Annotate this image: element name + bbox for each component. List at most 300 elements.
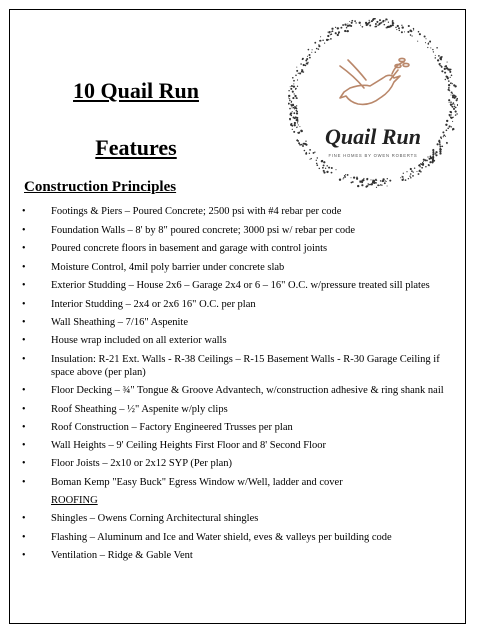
ring-dot [351, 177, 352, 178]
ring-dot [444, 68, 446, 70]
ring-dot [454, 106, 455, 107]
ring-dot [449, 102, 450, 103]
ring-dot [294, 93, 295, 94]
ring-dot [420, 171, 422, 173]
ring-dot [291, 101, 292, 102]
ring-dot [413, 28, 414, 29]
ring-dot [443, 134, 445, 136]
ring-dot [309, 149, 311, 151]
ring-dot [296, 112, 298, 114]
ring-dot [297, 122, 298, 123]
bullet-marker: • [22, 225, 26, 236]
ring-dot [323, 170, 325, 172]
ring-dot [457, 104, 458, 106]
ring-dot [445, 124, 447, 126]
bullet-marker: • [22, 317, 26, 328]
ring-dot [351, 22, 353, 24]
ring-dot [294, 122, 296, 124]
ring-dot [407, 31, 409, 33]
ring-dot [388, 22, 389, 23]
ring-dot [451, 126, 452, 127]
bullet-marker: • [22, 243, 26, 254]
ring-dot [434, 153, 436, 155]
ring-dot [297, 86, 298, 87]
ring-dot [376, 21, 378, 23]
ring-dot [316, 160, 317, 161]
ring-dot [354, 20, 356, 22]
ring-dot [295, 116, 297, 118]
ring-dot [451, 83, 452, 84]
ring-dot [365, 186, 367, 188]
ring-dot [323, 161, 325, 163]
ring-dot [425, 42, 426, 43]
ring-dot [409, 175, 410, 176]
ring-dot [337, 27, 339, 29]
ring-dot [369, 21, 371, 23]
ring-dot [362, 26, 364, 28]
ring-dot [353, 176, 355, 178]
feature-item: Poured concrete floors in basement and garage with control joints [51, 243, 328, 254]
ring-dot [450, 101, 452, 103]
ring-dot [288, 103, 290, 105]
ring-dot [449, 125, 451, 127]
ring-dot [326, 165, 327, 166]
ring-dot [392, 20, 393, 21]
ring-dot [452, 106, 454, 108]
ring-dot [292, 77, 294, 79]
ring-dot [432, 153, 434, 155]
ring-dot [400, 177, 401, 178]
ring-dot [385, 180, 386, 181]
ring-dot [344, 30, 346, 32]
ring-dot [452, 94, 454, 96]
ring-dot [414, 167, 415, 168]
ring-dot [442, 131, 444, 133]
ring-dot [402, 26, 404, 28]
ring-dot [360, 25, 361, 26]
ring-dot [335, 27, 336, 28]
feature-item: Floor Decking – ¾" Tongue & Groove Advantech, w/construction adhesive & ring shank nail [51, 385, 444, 396]
ring-dot [357, 185, 359, 187]
ring-dot [403, 178, 404, 179]
ring-dot [290, 123, 292, 125]
ring-dot [296, 70, 298, 72]
ring-dot [369, 25, 371, 27]
ring-dot [456, 113, 457, 114]
ring-dot [352, 181, 354, 183]
feature-item: Boman Kemp "Easy Buck" Egress Window w/Well, ladder and cover [51, 477, 343, 488]
ring-dot [441, 66, 443, 68]
ring-dot [446, 129, 448, 131]
ring-dot [292, 111, 293, 112]
ring-dot [314, 42, 316, 44]
ring-dot [441, 70, 443, 72]
ring-dot [435, 57, 437, 59]
ring-dot [349, 21, 350, 22]
ring-dot [331, 167, 333, 169]
ring-dot [432, 162, 434, 164]
ring-dot [311, 158, 312, 159]
ring-dot [296, 98, 297, 99]
ring-dot [405, 179, 407, 181]
ring-dot [382, 178, 384, 180]
ring-dot [312, 49, 313, 50]
ring-dot [326, 39, 328, 41]
ring-dot [421, 167, 423, 169]
ring-dot [381, 184, 382, 185]
ring-dot [382, 21, 383, 22]
feature-item: Insulation: R-21 Ext. Walls - R-38 Ceilings – R-15 Basement Walls - R-30 Garage Ceiling if space above (per plan) [51, 354, 440, 378]
ring-dot [320, 36, 321, 37]
document-title: 10 Quail Run [73, 78, 199, 103]
ring-dot [319, 168, 321, 170]
ring-dot [385, 20, 386, 21]
bullet-marker: • [22, 299, 26, 310]
ring-dot [412, 175, 414, 177]
ring-dot [363, 178, 364, 179]
ring-dot [379, 24, 380, 25]
ring-dot [289, 108, 291, 110]
ring-dot [303, 71, 305, 73]
ring-dot [423, 161, 424, 162]
ring-dot [425, 38, 426, 39]
ring-dot [331, 31, 332, 32]
ring-dot [454, 104, 455, 105]
logo-tagline: FINE HOMES BY OWEN ROBERTS [328, 153, 418, 158]
ring-dot [288, 97, 289, 98]
ring-dot [376, 187, 377, 188]
ring-dot [318, 48, 320, 50]
ring-dot [392, 22, 394, 24]
ring-dot [342, 24, 344, 26]
ring-dot [401, 176, 402, 177]
ring-dot [427, 47, 428, 48]
ring-dot [355, 22, 356, 23]
ring-dot [419, 33, 421, 35]
ring-dot [321, 160, 323, 162]
ring-dot [432, 151, 434, 153]
ring-dot [448, 87, 450, 89]
ring-dot [295, 75, 297, 77]
feature-item: Footings & Piers – Poured Concrete; 2500 psi with #4 rebar per code [51, 206, 342, 217]
ring-dot [306, 58, 308, 60]
ring-dot [318, 45, 320, 47]
ring-dot [410, 34, 411, 35]
ring-dot [304, 150, 306, 152]
bullet-marker: • [22, 206, 26, 217]
ring-dot [328, 167, 330, 169]
ring-dot [292, 91, 293, 92]
ring-dot [439, 152, 441, 154]
ring-dot [293, 83, 294, 84]
ring-dot [347, 23, 348, 24]
ring-dot [301, 69, 302, 70]
ring-dot [452, 121, 453, 122]
ring-dot [307, 56, 308, 57]
ring-dot [396, 29, 397, 30]
ring-dot [438, 140, 440, 142]
ring-dot [445, 136, 446, 137]
ring-dot [375, 23, 377, 25]
ring-dot [456, 99, 458, 101]
bullet-marker: • [22, 550, 26, 561]
ring-dot [409, 29, 411, 31]
ring-dot [289, 119, 290, 120]
ring-dot [295, 107, 297, 109]
ring-dot [294, 95, 296, 97]
ring-dot [453, 117, 454, 118]
ring-dot [379, 185, 380, 186]
ring-dot [449, 71, 451, 73]
feature-item: Floor Joists – 2x10 or 2x12 SYP (Per plan) [51, 458, 233, 469]
ring-dot [380, 22, 382, 24]
ring-dot [453, 108, 455, 110]
ring-dot [300, 63, 302, 65]
ring-dot [338, 31, 340, 33]
ring-dot [424, 35, 426, 37]
ring-dot [425, 166, 426, 167]
bullet-marker: • [22, 513, 26, 524]
ring-dot [427, 156, 428, 157]
feature-item: Roof Construction – Factory Engineered Trusses per plan [51, 422, 293, 433]
ring-dot [448, 80, 450, 82]
ring-dot [450, 94, 451, 95]
ring-dot [386, 181, 387, 182]
ring-dot [322, 167, 324, 169]
ring-dot [304, 143, 306, 145]
ring-dot [328, 31, 329, 32]
ring-dot [322, 39, 324, 41]
ring-dot [452, 129, 453, 130]
ring-dot [387, 26, 389, 28]
ring-dot [298, 73, 299, 74]
ring-dot [439, 145, 440, 146]
ring-dot [290, 113, 291, 114]
ring-dot [361, 181, 363, 183]
ring-dot [302, 145, 304, 147]
ring-dot [446, 120, 448, 122]
ring-dot [428, 165, 429, 166]
ring-dot [316, 163, 318, 165]
ring-dot [445, 65, 447, 67]
ring-dot [442, 146, 443, 147]
ring-dot [335, 169, 336, 170]
ring-dot [446, 143, 447, 144]
ring-dot [299, 72, 301, 74]
feature-item: Moisture Control, 4mil poly barrier under concrete slab [51, 262, 285, 273]
bullet-marker: • [22, 385, 26, 396]
feature-item: Wall Heights – 9' Ceiling Heights First Floor and 8' Second Floor [51, 440, 327, 451]
ring-dot [323, 164, 325, 166]
ring-dot [411, 170, 413, 172]
logo-brand-name: Quail Run [325, 124, 421, 149]
ring-dot [448, 114, 450, 116]
ring-dot [294, 124, 296, 126]
subsection-heading: ROOFING [51, 495, 98, 506]
ring-dot [298, 124, 299, 125]
ring-dot [435, 151, 437, 153]
dove-with-olive-branch-icon [340, 58, 409, 104]
feature-item: Shingles – Owens Corning Architectural shingles [51, 513, 259, 524]
ring-dot [307, 63, 309, 65]
ring-dot [365, 22, 367, 24]
feature-item: Wall Sheathing – 7/16" Aspenite [51, 317, 189, 328]
ring-dot [387, 178, 388, 179]
ring-dot [290, 104, 291, 105]
ring-dot [292, 129, 293, 130]
ring-dot [309, 153, 310, 154]
ring-dot [343, 178, 344, 179]
ring-dot [332, 30, 334, 32]
ring-dot [289, 98, 290, 99]
ring-dot [440, 147, 441, 148]
ring-dot [455, 111, 457, 113]
ring-dot [448, 84, 450, 86]
ring-dot [339, 179, 341, 181]
ring-dot [290, 88, 292, 90]
feature-item: Foundation Walls – 8' by 8" poured concrete; 3000 psi w/ rebar per code [51, 225, 356, 236]
ring-dot [398, 27, 400, 29]
ring-dot [303, 64, 305, 66]
ring-dot [351, 20, 353, 22]
bullet-marker: • [22, 335, 26, 346]
ring-dot [347, 174, 349, 176]
ring-dot [290, 86, 291, 87]
ring-dot [325, 168, 326, 169]
ring-dot [297, 132, 299, 134]
ring-dot [449, 90, 450, 91]
bullet-marker: • [22, 354, 26, 365]
ring-dot [376, 180, 377, 181]
ring-dot [455, 114, 456, 115]
feature-item: Exterior Studding – House 2x6 – Garage 2x4 or 6 – 16" O.C. w/pressure treated sill plates [51, 280, 430, 291]
ring-dot [367, 183, 368, 184]
ring-dot [371, 183, 373, 185]
ring-dot [450, 117, 452, 119]
ring-dot [337, 34, 339, 36]
bullet-marker: • [22, 262, 26, 273]
ring-dot [450, 69, 452, 71]
ring-dot [288, 95, 290, 97]
ring-dot [443, 136, 444, 137]
ring-dot [288, 90, 289, 91]
ring-dot [384, 24, 386, 26]
ring-dot [429, 161, 431, 163]
ring-dot [437, 59, 439, 61]
ring-dot [308, 49, 310, 51]
ring-dot [439, 63, 440, 64]
ring-dot [441, 138, 442, 139]
ring-dot [309, 57, 311, 59]
ring-dot [356, 178, 358, 180]
ring-dot [450, 83, 451, 84]
ring-dot [451, 112, 452, 113]
ring-dot [330, 38, 332, 40]
ring-dot [306, 152, 307, 153]
ring-dot [429, 41, 431, 43]
ring-dot [291, 85, 293, 87]
ring-dot [433, 51, 434, 52]
ring-dot [374, 182, 375, 183]
ring-dot [345, 174, 346, 175]
ring-dot [297, 79, 298, 80]
ring-dot [410, 173, 412, 175]
ring-dot [441, 149, 442, 150]
ring-dot [377, 184, 379, 186]
ring-dot [392, 24, 394, 26]
ring-dot [422, 162, 423, 163]
ring-dot [406, 171, 407, 172]
ring-dot [315, 52, 316, 53]
ring-dot [395, 27, 397, 29]
ring-dot [446, 76, 448, 78]
ring-dot [289, 100, 291, 102]
ring-dot [413, 171, 414, 172]
ring-dot [293, 80, 295, 82]
ring-dot [361, 184, 363, 186]
bullet-marker: • [22, 280, 26, 291]
ring-dot [344, 23, 346, 25]
ring-dot [452, 93, 453, 94]
ring-dot [296, 110, 298, 112]
ring-dot [435, 154, 437, 156]
ring-dot [444, 72, 446, 74]
bullet-marker: • [22, 532, 26, 543]
ring-dot [417, 41, 418, 42]
ring-dot [297, 139, 298, 140]
ring-dot [399, 30, 401, 32]
ring-dot [380, 180, 382, 182]
ring-dot [404, 31, 405, 32]
feature-item: Ventilation – Ridge & Gable Vent [51, 550, 193, 561]
ring-dot [296, 67, 297, 68]
ring-dot [359, 22, 361, 24]
ring-dot [308, 54, 310, 56]
ring-dot [299, 144, 301, 146]
ring-dot [359, 181, 361, 183]
ring-dot [379, 19, 381, 21]
ring-dot [350, 25, 352, 27]
ring-dot [293, 112, 295, 114]
ring-dot [369, 20, 370, 21]
ring-dot [305, 65, 307, 67]
bullet-marker: • [22, 440, 26, 451]
ring-dot [448, 99, 450, 101]
ring-dot [429, 158, 431, 160]
ring-dot [430, 156, 432, 158]
ring-dot [413, 29, 414, 30]
ring-dot [317, 157, 318, 158]
ring-dot [343, 177, 344, 178]
ring-dot [435, 55, 436, 56]
ring-dot [293, 107, 295, 109]
ring-dot [450, 114, 452, 116]
ring-dot [438, 55, 440, 57]
ring-dot [439, 143, 440, 144]
ring-dot [293, 117, 295, 119]
ring-dot [296, 105, 297, 106]
ring-dot [330, 33, 332, 35]
feature-item: Interior Studding – 2x4 or 2x6 16" O.C. per plan [51, 299, 256, 310]
quail-run-logo [288, 18, 458, 188]
ring-dot [366, 179, 368, 181]
ring-dot [447, 127, 449, 129]
ring-dot [450, 104, 452, 106]
ring-dot [311, 52, 312, 53]
ring-dot [418, 173, 420, 175]
ring-dot [421, 163, 423, 165]
ring-dot [298, 142, 300, 144]
